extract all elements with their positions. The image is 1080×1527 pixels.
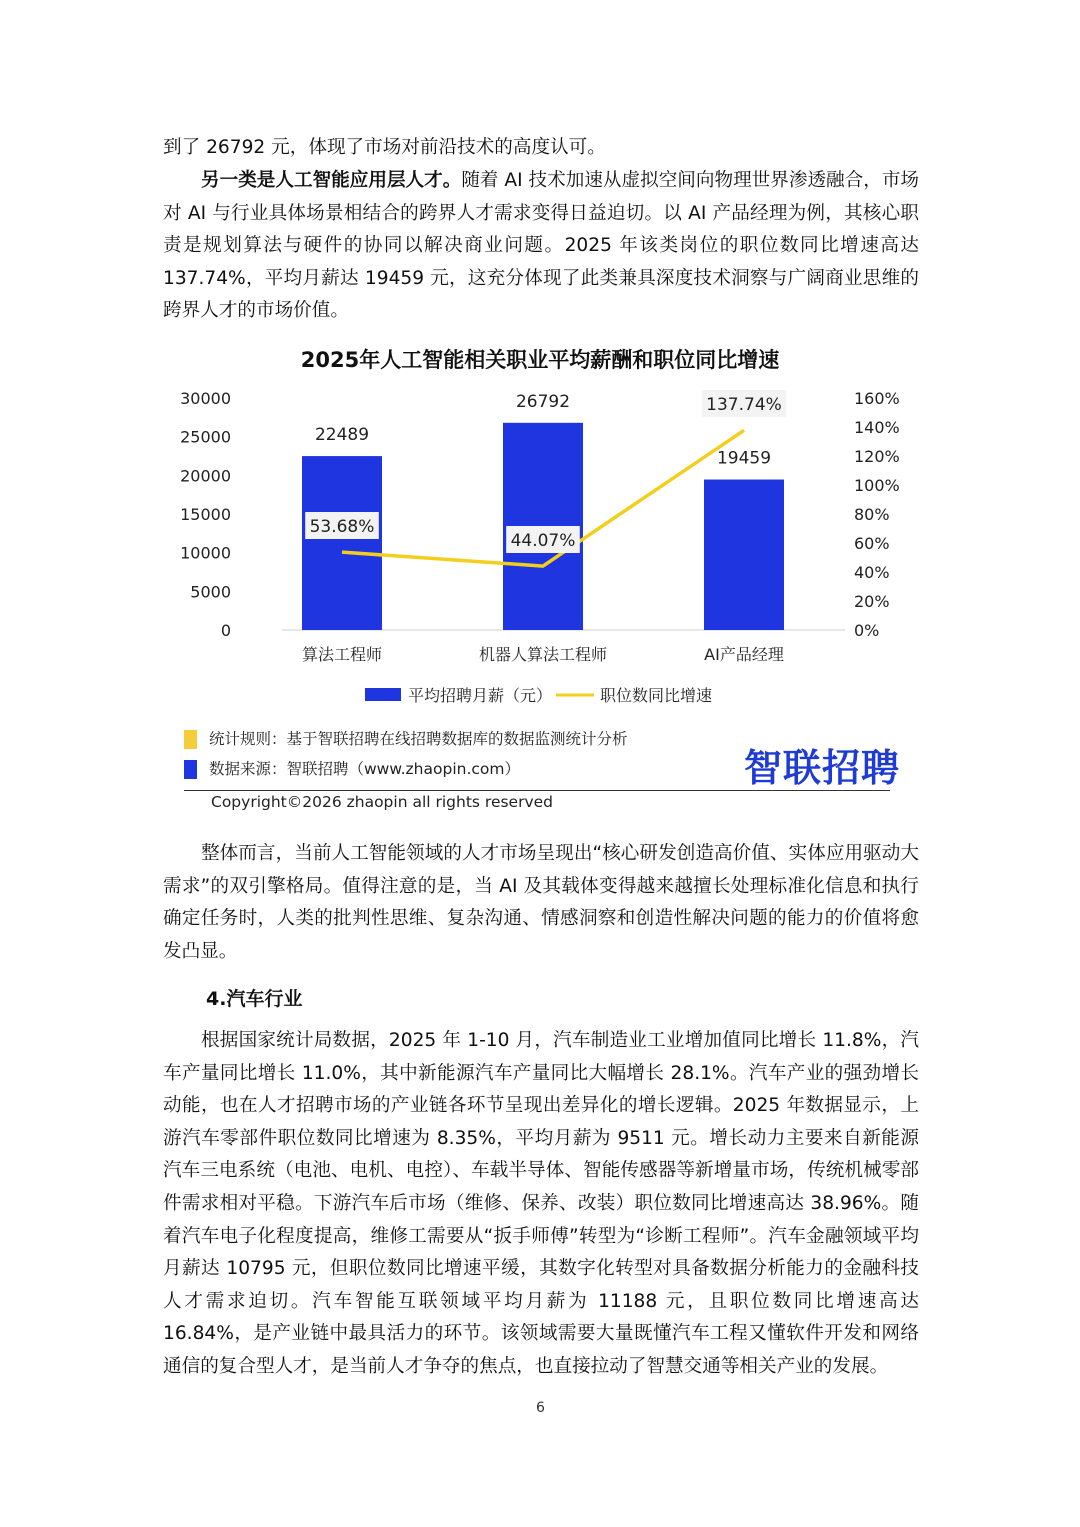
source-marker [184,760,197,779]
section-heading-auto: 4.汽车行业 [206,988,303,1010]
left-tick-label: 30000 [180,389,231,408]
right-tick-label: 20% [854,592,890,611]
bar [704,480,784,630]
paragraph-body: 随着 AI 技术加速从虚拟空间向物理世界渗透融合，市场对 AI 与行业具体场景相结合的跨界人才需求变得日益迫切。以 AI 产品经理为例，其核心职责是规划算法与硬件的协同以解决商业问题。2025 年该类岗位的职位数同比增速高达 137.74%，平均月薪达 19459 元，这充分体现了此类兼具深度技术洞察与广阔商业思维的跨界人才的市场价值。 [163,170,920,322]
bar-series [302,392,784,630]
left-axis [180,389,231,640]
right-tick-label: 160% [854,389,900,408]
page-number: 6 [536,1400,545,1416]
paragraph-auto-industry: 根据国家统计局数据，2025 年 1-10 月，汽车制造业工业增加值同比增长 11.8%，汽车产量同比增长 11.0%，其中新能源汽车产量同比大幅增长 28.1%。汽车产业的强劲增长动能，也在人才招聘市场的产业链各环节呈现出差异化的增长逻辑。2025 年数据显示，上游汽车零部件职位数同比增速为 8.35%，平均月薪为 9511 元。增长动力主要来自新能源汽车三电系统（电池、电机、电控）、车载半导体、智能传感器等新增量市场，传统机械零部件需求相对平稳。下游汽车后市场（维修、保养、改装）职位数同比增速高达 38.96%。随着汽车电子化程度提高，维修工需要从“扳手师傅”转型为“诊断工程师”。汽车金融领域平均月薪达 10795 元，但职位数同比增速平缓，其数字化转型对具备数据分析能力的金融科技人才需求迫切。汽车智能互联领域平均月薪为 11188 元，且职位数同比增速高达 16.84%，是产业链中最具活力的环节。该领域需要大量既懂汽车工程又懂软件开发和网络通信的复合型人才，是当前人才争夺的焦点，也直接拉动了智慧交通等相关产业的发展。 [163,1030,919,1377]
right-axis [854,389,900,640]
right-tick-label: 120% [854,447,900,466]
category-labels [302,645,784,664]
zhaopin-logo: 智联招聘 [744,746,901,790]
legend-bar-label: 平均招聘月薪（元） [408,686,553,705]
bar-value-label: 22489 [314,425,370,446]
right-tick-label: 140% [854,418,900,437]
line-value-label: 137.74% [706,395,782,415]
bar [302,456,382,630]
legend-line-label: 职位数同比增速 [600,686,713,705]
right-tick-label: 60% [854,534,890,553]
chart-title: 2025年人工智能相关职业平均薪酬和职位同比增速 [300,348,780,372]
category-label: 机器人算法工程师 [478,645,608,664]
rule-marker [184,730,197,749]
stat-rule-note [184,727,628,749]
right-tick-label: 40% [854,563,890,582]
left-tick-label: 10000 [180,543,231,563]
legend-bar-swatch [365,688,401,701]
chart-legend [365,686,712,705]
paragraph-intro-end: 到了 26792 元，体现了市场对前沿技术的高度认可。 [163,137,606,158]
paragraph-lead-bold: 另一类是人工智能应用层人才。 [201,170,462,191]
data-source-text: 数据来源：智联招聘（www.zhaopin.com） [209,760,520,778]
left-tick-label: 5000 [190,582,231,602]
line-value-label: 53.68% [309,517,375,537]
right-tick-label: 80% [854,505,890,524]
data-source-note [184,757,520,779]
left-tick-label: 15000 [180,505,231,524]
left-tick-label: 20000 [180,466,231,486]
line-value-label: 44.07% [510,531,576,551]
category-label: AI产品经理 [704,645,784,664]
right-tick-label: 100% [854,476,900,495]
category-label: 算法工程师 [301,645,383,664]
right-tick-label: 0% [854,621,880,640]
bar-value-label: 26792 [515,391,571,412]
paragraph-summary: 整体而言，当前人工智能领域的人才市场呈现出“核心研发创造高价值、实体应用驱动大需求”的双引擎格局。值得注意的是，当 AI 及其载体变得越来越擅长处理标准化信息和执行确定任务时，人类的批判性思维、复杂沟通、情感洞察和创造性解决问题的能力的价值将愈发凸显。 [163,843,919,962]
left-tick-label: 0 [220,621,231,640]
divider [184,790,890,791]
copyright-text: Copyright©2026 zhaopin all rights reserved [211,793,554,811]
bar-value-label: 19459 [716,448,772,469]
stat-rule-text: 统计规则：基于智联招聘在线招聘数据库的数据监测统计分析 [209,730,628,748]
left-tick-label: 25000 [180,427,231,447]
